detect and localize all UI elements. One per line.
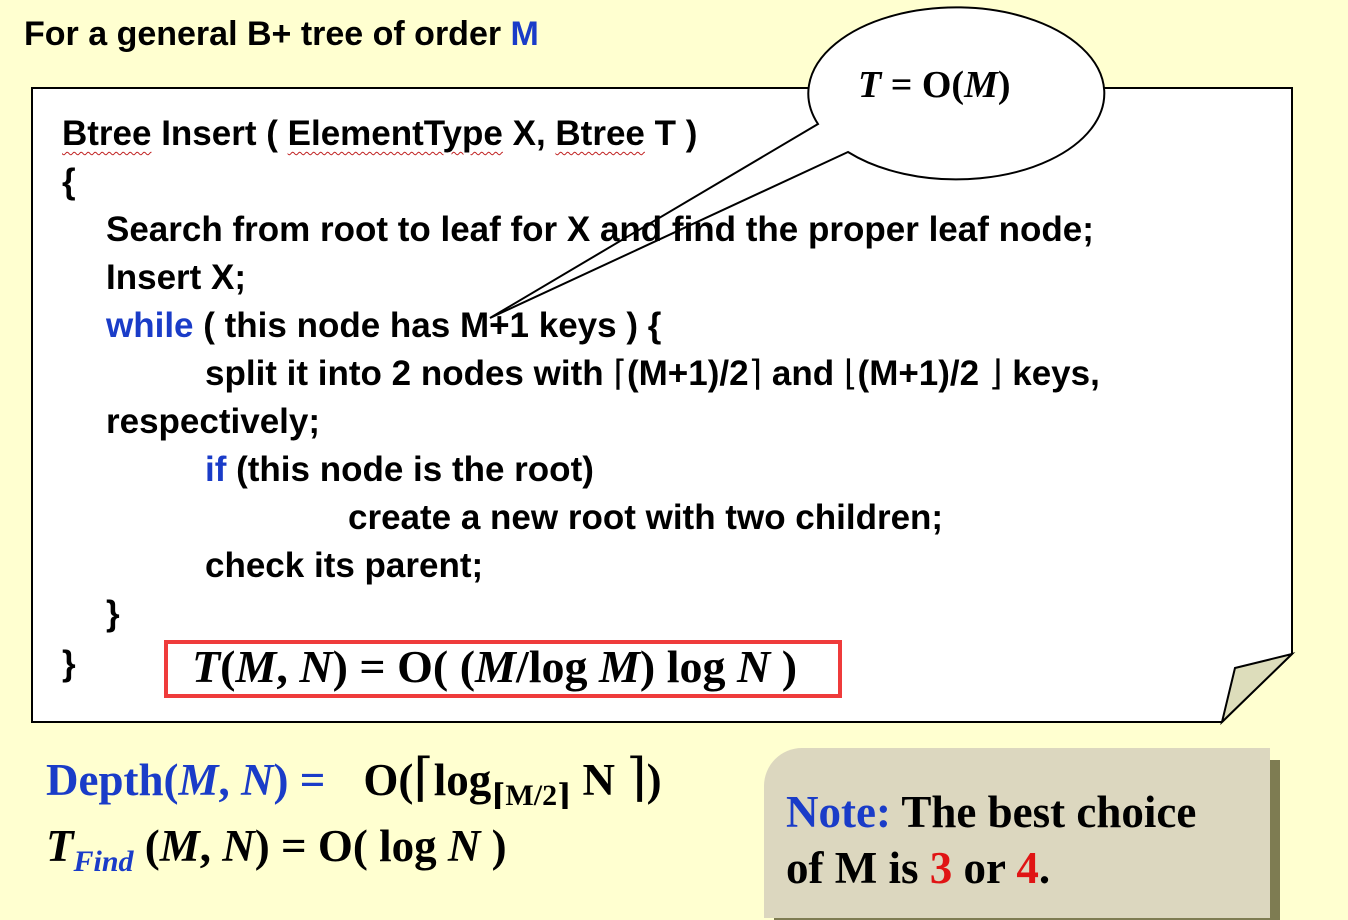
code-line-respectively: respectively; [106, 402, 321, 441]
keyword-while: while [106, 306, 194, 345]
code-inner-close-brace: } [106, 594, 120, 633]
depth-formula: Depth(M, $N) = O(⌈\log_{⌈M/2⌉}$ N ⌉) [46, 750, 662, 812]
code-line-split: split it into 2 nodes with ⌈(M+1)/2⌉ and ⌊(M+1)/2 ⌋ keys, [205, 354, 1100, 393]
insert-complexity-formula: T(M, N) = O( (M/log M) log N ) [192, 641, 798, 692]
code-line-check-parent: check its parent; [205, 546, 484, 585]
code-line-while: while ( this node has M+1 keys ) { [106, 306, 662, 345]
code-outer-close-brace: } [62, 644, 76, 683]
code-line-insert: Insert X; [106, 258, 247, 297]
code-line-if: if (this node is the root) [205, 450, 594, 489]
tfind-formula: $T_{Find}$ (M, N) = O( log N ) [46, 821, 507, 878]
order-variable: M [510, 15, 539, 53]
keyword-if: if [205, 450, 227, 489]
note-text: Note: The best choice of M is 3 or 4. [786, 787, 1197, 893]
slide-heading: For a general B+ tree of order M [24, 15, 539, 53]
code-open-brace: { [62, 162, 76, 201]
callout-text: T = O(M) [858, 64, 1011, 106]
code-line-create-root: create a new root with two children; [348, 498, 944, 537]
code-line-search: Search from root to leaf for X and find the proper leaf node; [106, 210, 1094, 249]
code-line-signature: Btree Insert ( ElementType X, Btree T ) [62, 114, 698, 153]
